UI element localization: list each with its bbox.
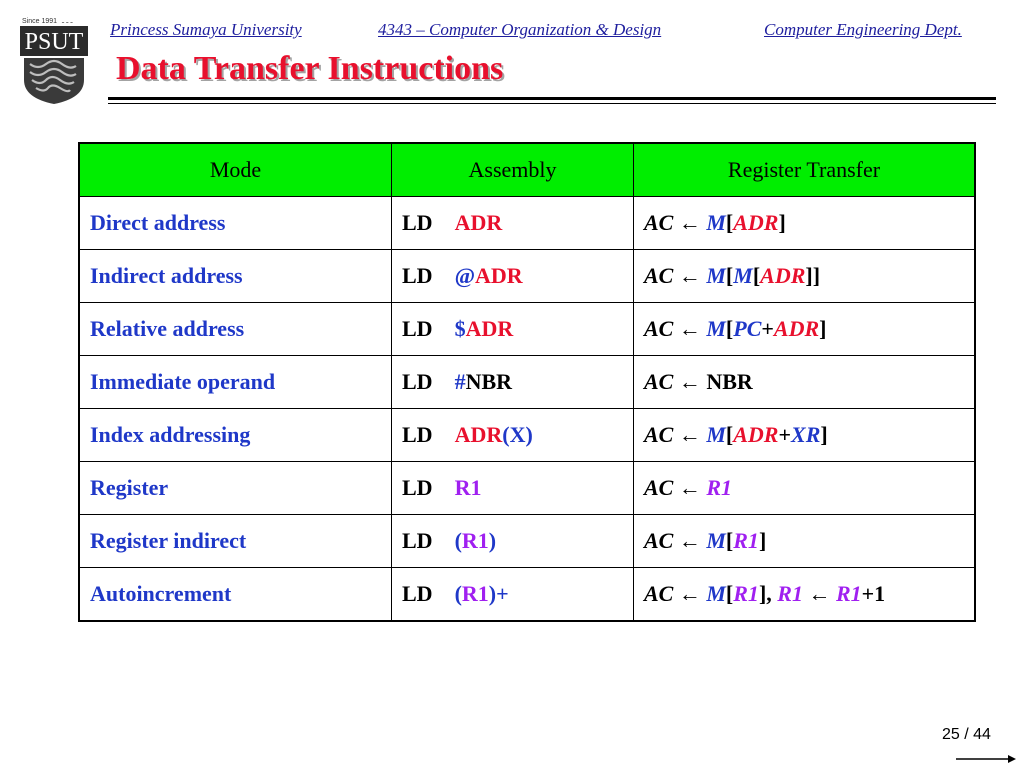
assembly-cell [392,568,634,622]
table-row [79,409,975,462]
header-course: 4343 – Computer Organization & Design [378,20,662,39]
assembly-operand: (R1) [454,528,497,553]
assembly-cell [392,462,634,515]
table-header-row [79,143,975,197]
assembly-opcode: LD [402,422,433,447]
psut-logo [18,14,90,106]
assembly-opcode: LD [402,528,433,553]
assembly-cell [392,515,634,568]
register-transfer-cell: AC ← R1 [634,462,976,515]
title-rule-thin [108,103,996,104]
assembly-operand: @ADR [454,263,523,288]
assembly-operand: $ADR [454,316,514,341]
mode-cell: Immediate operand [79,356,392,409]
table-row [79,303,975,356]
mode-cell: Autoincrement [79,568,392,622]
mode-cell: Relative address [79,303,392,356]
assembly-operand: R1 [454,475,482,500]
table-row [79,197,975,250]
assembly-cell [392,250,634,303]
header-department: Computer Engineering Dept. [764,20,962,39]
addressing-modes-table [78,142,976,622]
assembly-operand: (R1)+ [454,581,509,606]
column-header-assembly: Assembly [392,143,634,197]
mode-cell: Direct address [79,197,392,250]
slide-title: Data Transfer Instructions [116,50,504,87]
register-transfer-cell: AC ← M[R1] [634,515,976,568]
assembly-opcode: LD [402,210,433,235]
register-transfer-cell: AC ← M[ADR] [634,197,976,250]
svg-text:PSUT: PSUT [24,29,84,55]
table-row [79,250,975,303]
assembly-opcode: LD [402,263,433,288]
mode-cell: Indirect address [79,250,392,303]
register-transfer-cell: AC ← M[PC+ADR] [634,303,976,356]
svg-text:ـ ـ ـ: ـ ـ ـ [62,17,73,25]
table-row [79,515,975,568]
register-transfer-cell: AC ← M[ADR+XR] [634,409,976,462]
table-row [79,356,975,409]
assembly-cell [392,356,634,409]
mode-cell: Index addressing [79,409,392,462]
title-rule-thick [108,97,996,100]
register-transfer-cell: AC ← M[R1], R1 ← R1+1 [634,568,976,622]
assembly-operand: ADR [454,210,503,235]
assembly-opcode: LD [402,369,433,394]
assembly-cell [392,409,634,462]
column-header-mode: Mode [79,143,392,197]
assembly-operand: #NBR [454,369,513,394]
page-number: 25 / 44 [942,726,991,743]
assembly-operand: ADR(X) [454,422,533,447]
mode-cell: Register [79,462,392,515]
table-row [79,462,975,515]
column-header-register-transfer: Register Transfer [634,143,976,197]
register-transfer-cell: AC ← M[M[ADR]] [634,250,976,303]
assembly-cell [392,303,634,356]
assembly-opcode: LD [402,475,433,500]
svg-text:Since 1991: Since 1991 [22,18,58,25]
assembly-cell [392,197,634,250]
assembly-opcode: LD [402,581,433,606]
assembly-opcode: LD [402,316,433,341]
mode-cell: Register indirect [79,515,392,568]
next-arrow-icon [956,754,1016,764]
header-university: Princess Sumaya University [110,20,302,39]
register-transfer-cell: AC ← NBR [634,356,976,409]
table-row [79,568,975,622]
